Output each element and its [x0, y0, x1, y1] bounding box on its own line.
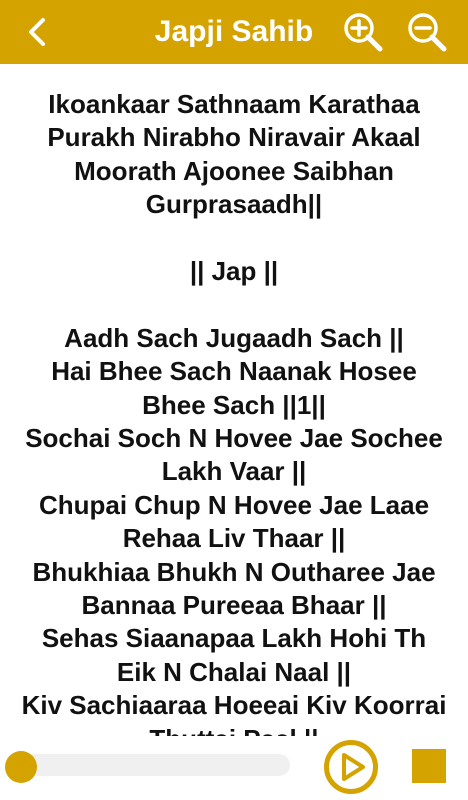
verse-line: Bhukhiaa Bhukh N Outharee Jae — [32, 556, 436, 587]
verse-line: Ikoankaar Sathnaam Karathaa — [48, 89, 420, 119]
verse-line: Lakh Vaar || — [161, 456, 307, 487]
verse-line: Aadh Sach Jugaadh Sach || — [64, 322, 404, 353]
verse-line: Bannaa Pureeaa Bhaar || — [81, 590, 387, 621]
page-title: Japji Sahib — [154, 15, 314, 48]
play-button[interactable] — [323, 739, 379, 795]
verse-line: Hai Bhee Sach Naanak Hosee — [51, 356, 417, 387]
verse-line: Eik N Chalai Naal || — [116, 656, 352, 687]
stop-button[interactable] — [412, 749, 446, 783]
verse-line: Bhee Sach ||1|| — [142, 389, 326, 420]
section-heading: || Jap || — [189, 256, 279, 287]
line-spacer — [12, 288, 456, 321]
seek-thumb[interactable] — [5, 751, 37, 783]
zoom-out-icon — [404, 10, 450, 56]
chevron-left-icon — [18, 12, 58, 52]
verse-line: Sehas Siaanapaa Lakh Hohi Th — [41, 623, 427, 654]
audio-player — [0, 736, 468, 800]
play-icon — [323, 739, 379, 795]
line-spacer — [12, 222, 456, 255]
verse-line: Chupai Chup N Hovee Jae Laae — [38, 489, 430, 520]
verse-line: Rehaa Liv Thaar || — [122, 523, 346, 554]
app-header — [0, 0, 468, 64]
verse-line: Moorath Ajoonee Saibhan — [74, 155, 394, 186]
verse-line: Purakh Nirabho Niravair Akaal — [47, 122, 421, 153]
scripture-content[interactable] — [0, 64, 468, 736]
back-button[interactable] — [18, 12, 58, 52]
verse-line: Gurprasaadh|| — [145, 189, 323, 220]
verse-line: Sochai Soch N Hovee Jae Sochee — [25, 423, 443, 454]
verse-text — [0, 64, 468, 756]
seek-bar[interactable] — [18, 754, 290, 776]
zoom-in-icon — [340, 10, 386, 56]
zoom-out-button[interactable] — [404, 10, 450, 56]
verse-line: Kiv Sachiaaraa Hoeeai Kiv Koorrai — [21, 690, 447, 721]
zoom-in-button[interactable] — [340, 10, 386, 56]
